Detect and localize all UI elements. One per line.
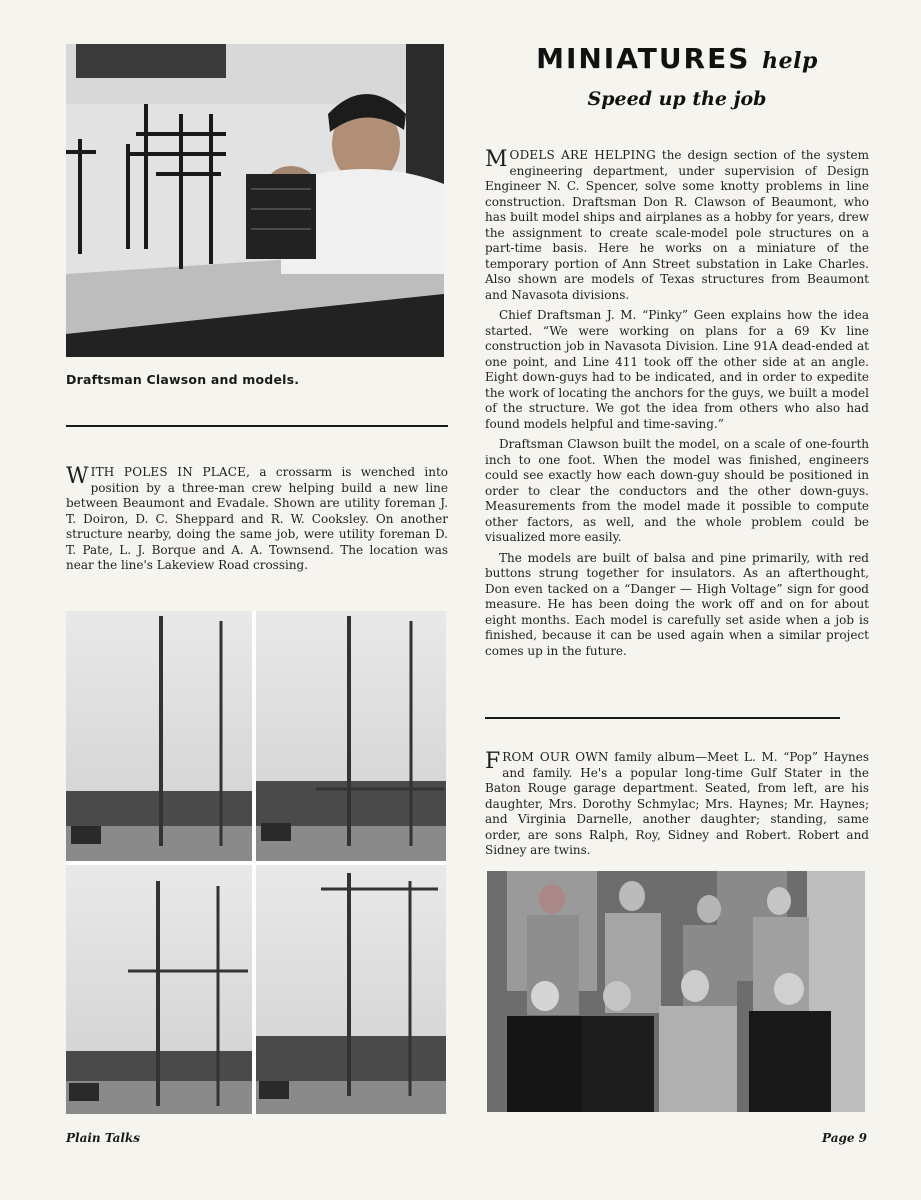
models-p2: Chief Draftsman J. M. “Pinky” Geen explains how the idea started. “We were working on plans for a 69 Kv line construction job in Navasota Division. Line 91A dead-ended at one point, and Line 411 took off the other side at an angle. Eight down-guys had to be indicated, and in order to expedite the work of locating the anchors for the guys, we built a model of the structure. We got the idea from others who also had found models helpful and time-saving.” bbox=[485, 308, 869, 431]
poles-text: a crossarm is wenched into position by a three-man crew helping build a new line between Beaumont and Evadale. Shown are utility foreman J. T. Doiron, D. C. Sheppard and R. W. Cooksley. On another structure nearby, doing the same job, were utility foreman D. T. Pate, L. J. Borque and A. A. Townsend. The location was near the line's Lakeview Road crossing. bbox=[66, 465, 448, 572]
models-article bbox=[485, 148, 869, 664]
draftsman-photo-caption: Draftsman Clawson and models. bbox=[66, 372, 300, 387]
headline-help: help bbox=[762, 48, 818, 74]
poles-photo-grid bbox=[66, 611, 446, 1114]
family-photo bbox=[487, 871, 865, 1112]
family-dropcap: F bbox=[485, 749, 501, 774]
footer-page-number: Page 9 bbox=[822, 1131, 868, 1145]
poles-dropcap: W bbox=[66, 464, 89, 489]
models-p3: Draftsman Clawson built the model, on a scale of one-fourth inch to one foot. When the model was finished, engineers could see exactly how each down-guy should be positioned in order to clear the conductors and the other down-guys. Measurements from the model made it possible to compute other factors, as well, and the whole problem could be visualized more easily. bbox=[485, 437, 869, 544]
family-text: family album—Meet L. M. “Pop” Haynes and family. He's a popular long-time Gulf Stater in the Baton Rouge garage department. Seated, from left, are his daughter, Mrs. Dorothy Schmylac; Mrs. Haynes; Mr. Haynes; and Virginia Darnelle, another daughter; standing, same order, are sons Ralph, Roy, Sidney and Robert. Robert and Sidney are twins. bbox=[485, 750, 869, 857]
poles-lead: ITH POLES IN PLACE, bbox=[90, 465, 251, 479]
headline-sub: Speed up the job bbox=[587, 88, 767, 110]
headline-word: MINIATURES bbox=[536, 42, 751, 75]
models-p1: the design section of the system engineering department, under supervision of Design Engineer N. C. Spencer, solve some knotty problems in line construction. Draftsman Don R. Clawson of Beaumont, who has built model ships and airplanes as a hobby for years, drew the assignment to create scale-model pole structures on a part-time basis. Here he works on a miniature of the temporary portion of Ann Street substation in Lake Charles. Also shown are models of Texas structures from Beaumont and Navasota divisions. bbox=[485, 148, 869, 302]
right-divider-rule bbox=[485, 717, 840, 719]
models-lead: ODELS ARE HELPING bbox=[509, 148, 656, 162]
family-article bbox=[485, 750, 869, 864]
left-divider-rule bbox=[66, 425, 448, 427]
draftsman-photo bbox=[66, 44, 444, 357]
footer-publication: Plain Talks bbox=[66, 1131, 141, 1145]
poles-article bbox=[66, 465, 448, 579]
models-dropcap: M bbox=[485, 147, 508, 172]
models-p4: The models are built of balsa and pine primarily, with red buttons strung together for insulators. As an afterthought, Don even tacked on a “Danger — High Voltage” sign for good measure. He has been doing the work off and on for about eight months. Each model is carefully set aside when a job is finished, because it can be used again when a similar project comes up in the future. bbox=[485, 550, 869, 658]
family-lead: ROM OUR OWN bbox=[502, 750, 609, 764]
headline-main bbox=[488, 42, 866, 75]
